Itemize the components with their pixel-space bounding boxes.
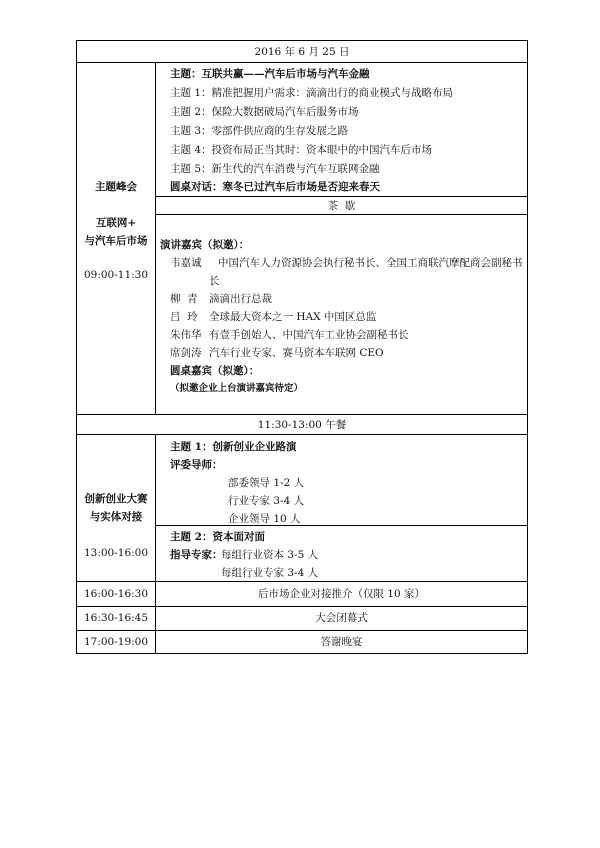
date-header: 2016 年 6 月 25 日: [254, 46, 350, 58]
speaker-desc: 全球最大资本之一 HAX 中国区总监: [209, 311, 377, 323]
roundtable-guests: 圆桌嘉宾（拟邀）：: [170, 365, 260, 377]
mentor-label: 指导专家：: [170, 549, 223, 561]
judge-item: 部委领导 1-2 人: [228, 477, 305, 489]
speaker-name: 朱伟华: [170, 329, 202, 341]
theme-item: 主题 2：保险大数据破局汽车后服务市场: [170, 106, 359, 118]
theme-item: 主题 3：零部件供应商的生存发展之路: [170, 125, 349, 137]
judge-item: 行业专家 3-4 人: [228, 495, 305, 507]
tea-break: 茶 歇: [327, 200, 356, 212]
block2-time: 13:00-16:00: [83, 547, 149, 559]
theme-item: 主题 1：精准把握用户需求：滴滴出行的商业模式与战略布局: [170, 87, 454, 99]
roundtable-topic: 圆桌对话：寒冬已过汽车后市场是否迎来春天: [170, 181, 380, 193]
speaker-desc-cont: 长: [209, 275, 220, 287]
row-sep: [76, 434, 528, 435]
judges-title: 评委导师：: [170, 459, 223, 471]
row-time: 16:00-16:30: [83, 588, 149, 600]
speaker-desc: 中国汽车人力资源协会执行秘书长、全国工商联汽摩配商会副秘书: [218, 257, 523, 269]
mentor-item: 每组行业资本 3-5 人: [221, 549, 319, 561]
block2-title1: 创新创业大赛: [84, 493, 148, 505]
speaker-desc: 有壹手创始人、中国汽车工业协会副秘书长: [209, 329, 409, 341]
row-time: 17:00-19:00: [83, 636, 149, 648]
block2-theme1: 主题 1：创新创业企业路演: [170, 441, 297, 453]
speaker-desc: 汽车行业专家、赛马资本车联网 CEO: [209, 347, 384, 359]
row-event: 大会闭幕式: [315, 612, 368, 624]
speaker-name: 韦嘉诚: [170, 257, 202, 269]
row-event: 答谢晚宴: [320, 636, 363, 648]
row-sep: [76, 606, 528, 607]
block2-title2: 与实体对接: [89, 511, 143, 523]
table-border-bottom: [76, 653, 528, 654]
table-border-right: [527, 40, 528, 654]
block1-sub2: 与汽车后市场: [84, 235, 148, 247]
theme-main: 主题：互联共赢——汽车后市场与汽车金融: [170, 68, 370, 80]
block2-theme2: 主题 2：资本面对面: [170, 531, 265, 543]
table-border-left: [76, 40, 77, 654]
row-sep: [76, 62, 528, 63]
roundtable-note: （拟邀企业上台演讲嘉宾待定）: [170, 383, 304, 394]
block1-time: 09:00-11:30: [83, 269, 149, 281]
speaker-name: 席剑涛: [170, 347, 202, 359]
speaker-desc: 滴滴出行总裁: [209, 293, 272, 305]
row-sep: [155, 214, 528, 215]
col-sep: [155, 62, 156, 414]
mentor-item: 每组行业专家 3-4 人: [221, 567, 319, 579]
speaker-name: 吕 玲: [170, 311, 198, 323]
theme-item: 主题 4：投资布局正当其时：资本眼中的中国汽车后市场: [170, 144, 433, 156]
row-sep: [155, 196, 528, 197]
row-time: 16:30-16:45: [83, 612, 149, 624]
row-event: 后市场企业对接推介（仅限 10 家）: [257, 588, 426, 600]
table-border-top: [76, 40, 528, 41]
block1-sub1: 互联网+: [95, 217, 137, 229]
row-sep: [76, 414, 528, 415]
row-sep: [155, 525, 528, 526]
row-sep: [76, 630, 528, 631]
speaker-name: 柳 青: [170, 293, 198, 305]
judge-item: 企业领导 10 人: [228, 513, 301, 525]
row-sep: [76, 581, 528, 582]
lunch-row: 11:30-13:00 午餐: [257, 419, 347, 431]
block1-title: 主题峰会: [95, 181, 137, 193]
theme-item: 主题 5：新生代的汽车消费与汽车互联网金融: [170, 163, 380, 175]
speakers-title: 演讲嘉宾（拟邀）：: [160, 239, 250, 251]
